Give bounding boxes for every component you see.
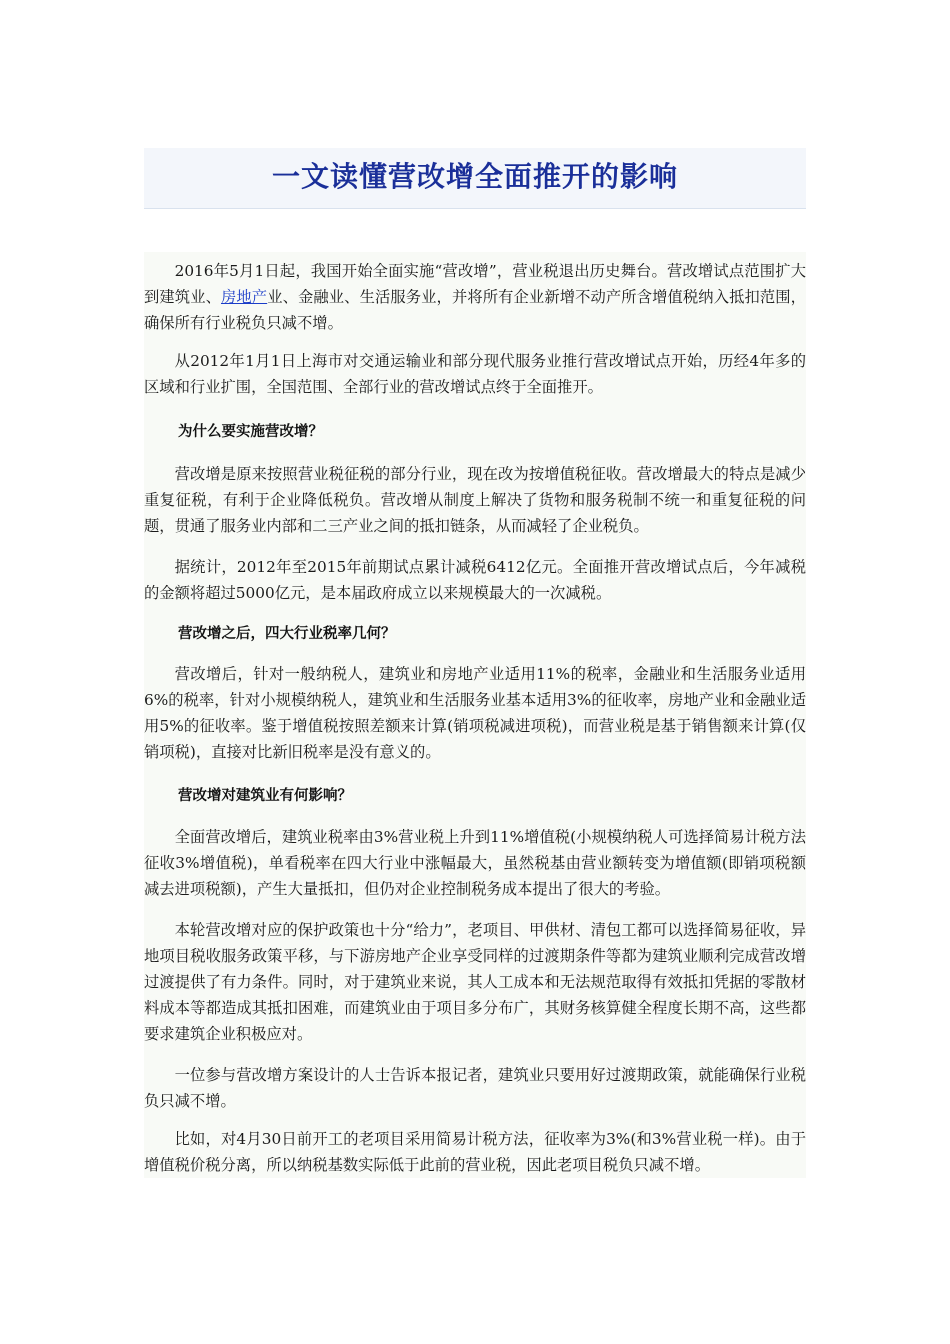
paragraph-expert-quote: 一位参与营改增方案设计的人士告诉本报记者，建筑业只要用好过渡期政策，就能确保行业税负只减不增。 bbox=[144, 1066, 806, 1110]
paragraph-statistics: 据统计，2012年至2015年前期试点累计减税6412亿元。全面推开营改增试点后，今年减税的金额将超过5000亿元，是本届政府成立以来规模最大的一次减税。 bbox=[144, 558, 806, 602]
paragraph-intro-text-2: 业、金融业、生活服务业，并将所有企业新增不动产所含增值税纳入抵扣范围，确保所有行业税负只减不增。 bbox=[144, 288, 806, 332]
heading-rates: 营改增之后，四大行业税率几何？ bbox=[178, 626, 396, 642]
paragraph-rates: 营改增后，针对一般纳税人，建筑业和房地产业适用11%的税率，金融业和生活服务业适用6%的税率，针对小规模纳税人，建筑业和生活服务业基本适用3%的征收率，房地产业和金融业适用5%的征收率。鉴于增值税按照差额来计算(销项税减进项税)，而营业税是基于销售额来计算(仅销项税)，直接对比新旧税率是没有意义的。 bbox=[144, 665, 806, 761]
title-banner bbox=[144, 148, 806, 209]
heading-why: 为什么要实施营改增？ bbox=[178, 424, 323, 440]
paragraph-history: 从2012年1月1日上海市对交通运输业和部分现代服务业推行营改增试点开始，历经4年多的区域和行业扩围，全国范围、全部行业的营改增试点终于全面推开。 bbox=[144, 352, 806, 396]
page-title: 一文读懂营改增全面推开的影响 bbox=[271, 160, 678, 193]
paragraph-example: 比如，对4月30日前开工的老项目采用简易计税方法，征收率为3%(和3%营业税一样)。由于增值税价税分离，所以纳税基数实际低于此前的营业税，因此老项目税负只减不增。 bbox=[144, 1130, 806, 1174]
paragraph-intro bbox=[144, 258, 806, 336]
real-estate-link[interactable]: 房地产 bbox=[220, 288, 268, 306]
paragraph-protection-policy: 本轮营改增对应的保护政策也十分“给力”，老项目、甲供材、清包工都可以选择简易征收，异地项目税收服务政策平移，与下游房地产企业享受同样的过渡期条件等都为建筑业顺利完成营改增过渡提供了有力条件。同时，对于建筑业来说，其人工成本和无法规范取得有效抵扣凭据的零散材料成本等都造成其抵扣困难，而建筑业由于项目多分布广，其财务核算健全程度长期不高，这些都要求建筑企业积极应对。 bbox=[144, 921, 806, 1043]
article-body bbox=[144, 252, 806, 1178]
heading-construction: 营改增对建筑业有何影响？ bbox=[178, 788, 352, 804]
paragraph-intro-text-1: 2016年5月1日起，我国开始全面实施“营改增”，营业税退出历史舞台。营改增试点范围扩大到建筑业、 bbox=[144, 262, 806, 306]
paragraph-construction-impact: 全面营改增后，建筑业税率由3%营业税上升到11%增值税(小规模纳税人可选择简易计税方法征收3%增值税)，单看税率在四大行业中涨幅最大，虽然税基由营业额转变为增值额(即销项税额减去进项税额)，产生大量抵扣，但仍对企业控制税务成本提出了很大的考验。 bbox=[144, 828, 806, 898]
paragraph-why: 营改增是原来按照营业税征税的部分行业，现在改为按增值税征收。营改增最大的特点是减少重复征税，有利于企业降低税负。营改增从制度上解决了货物和服务税制不统一和重复征税的问题，贯通了服务业内部和二三产业之间的抵扣链条，从而减轻了企业税负。 bbox=[144, 465, 806, 535]
